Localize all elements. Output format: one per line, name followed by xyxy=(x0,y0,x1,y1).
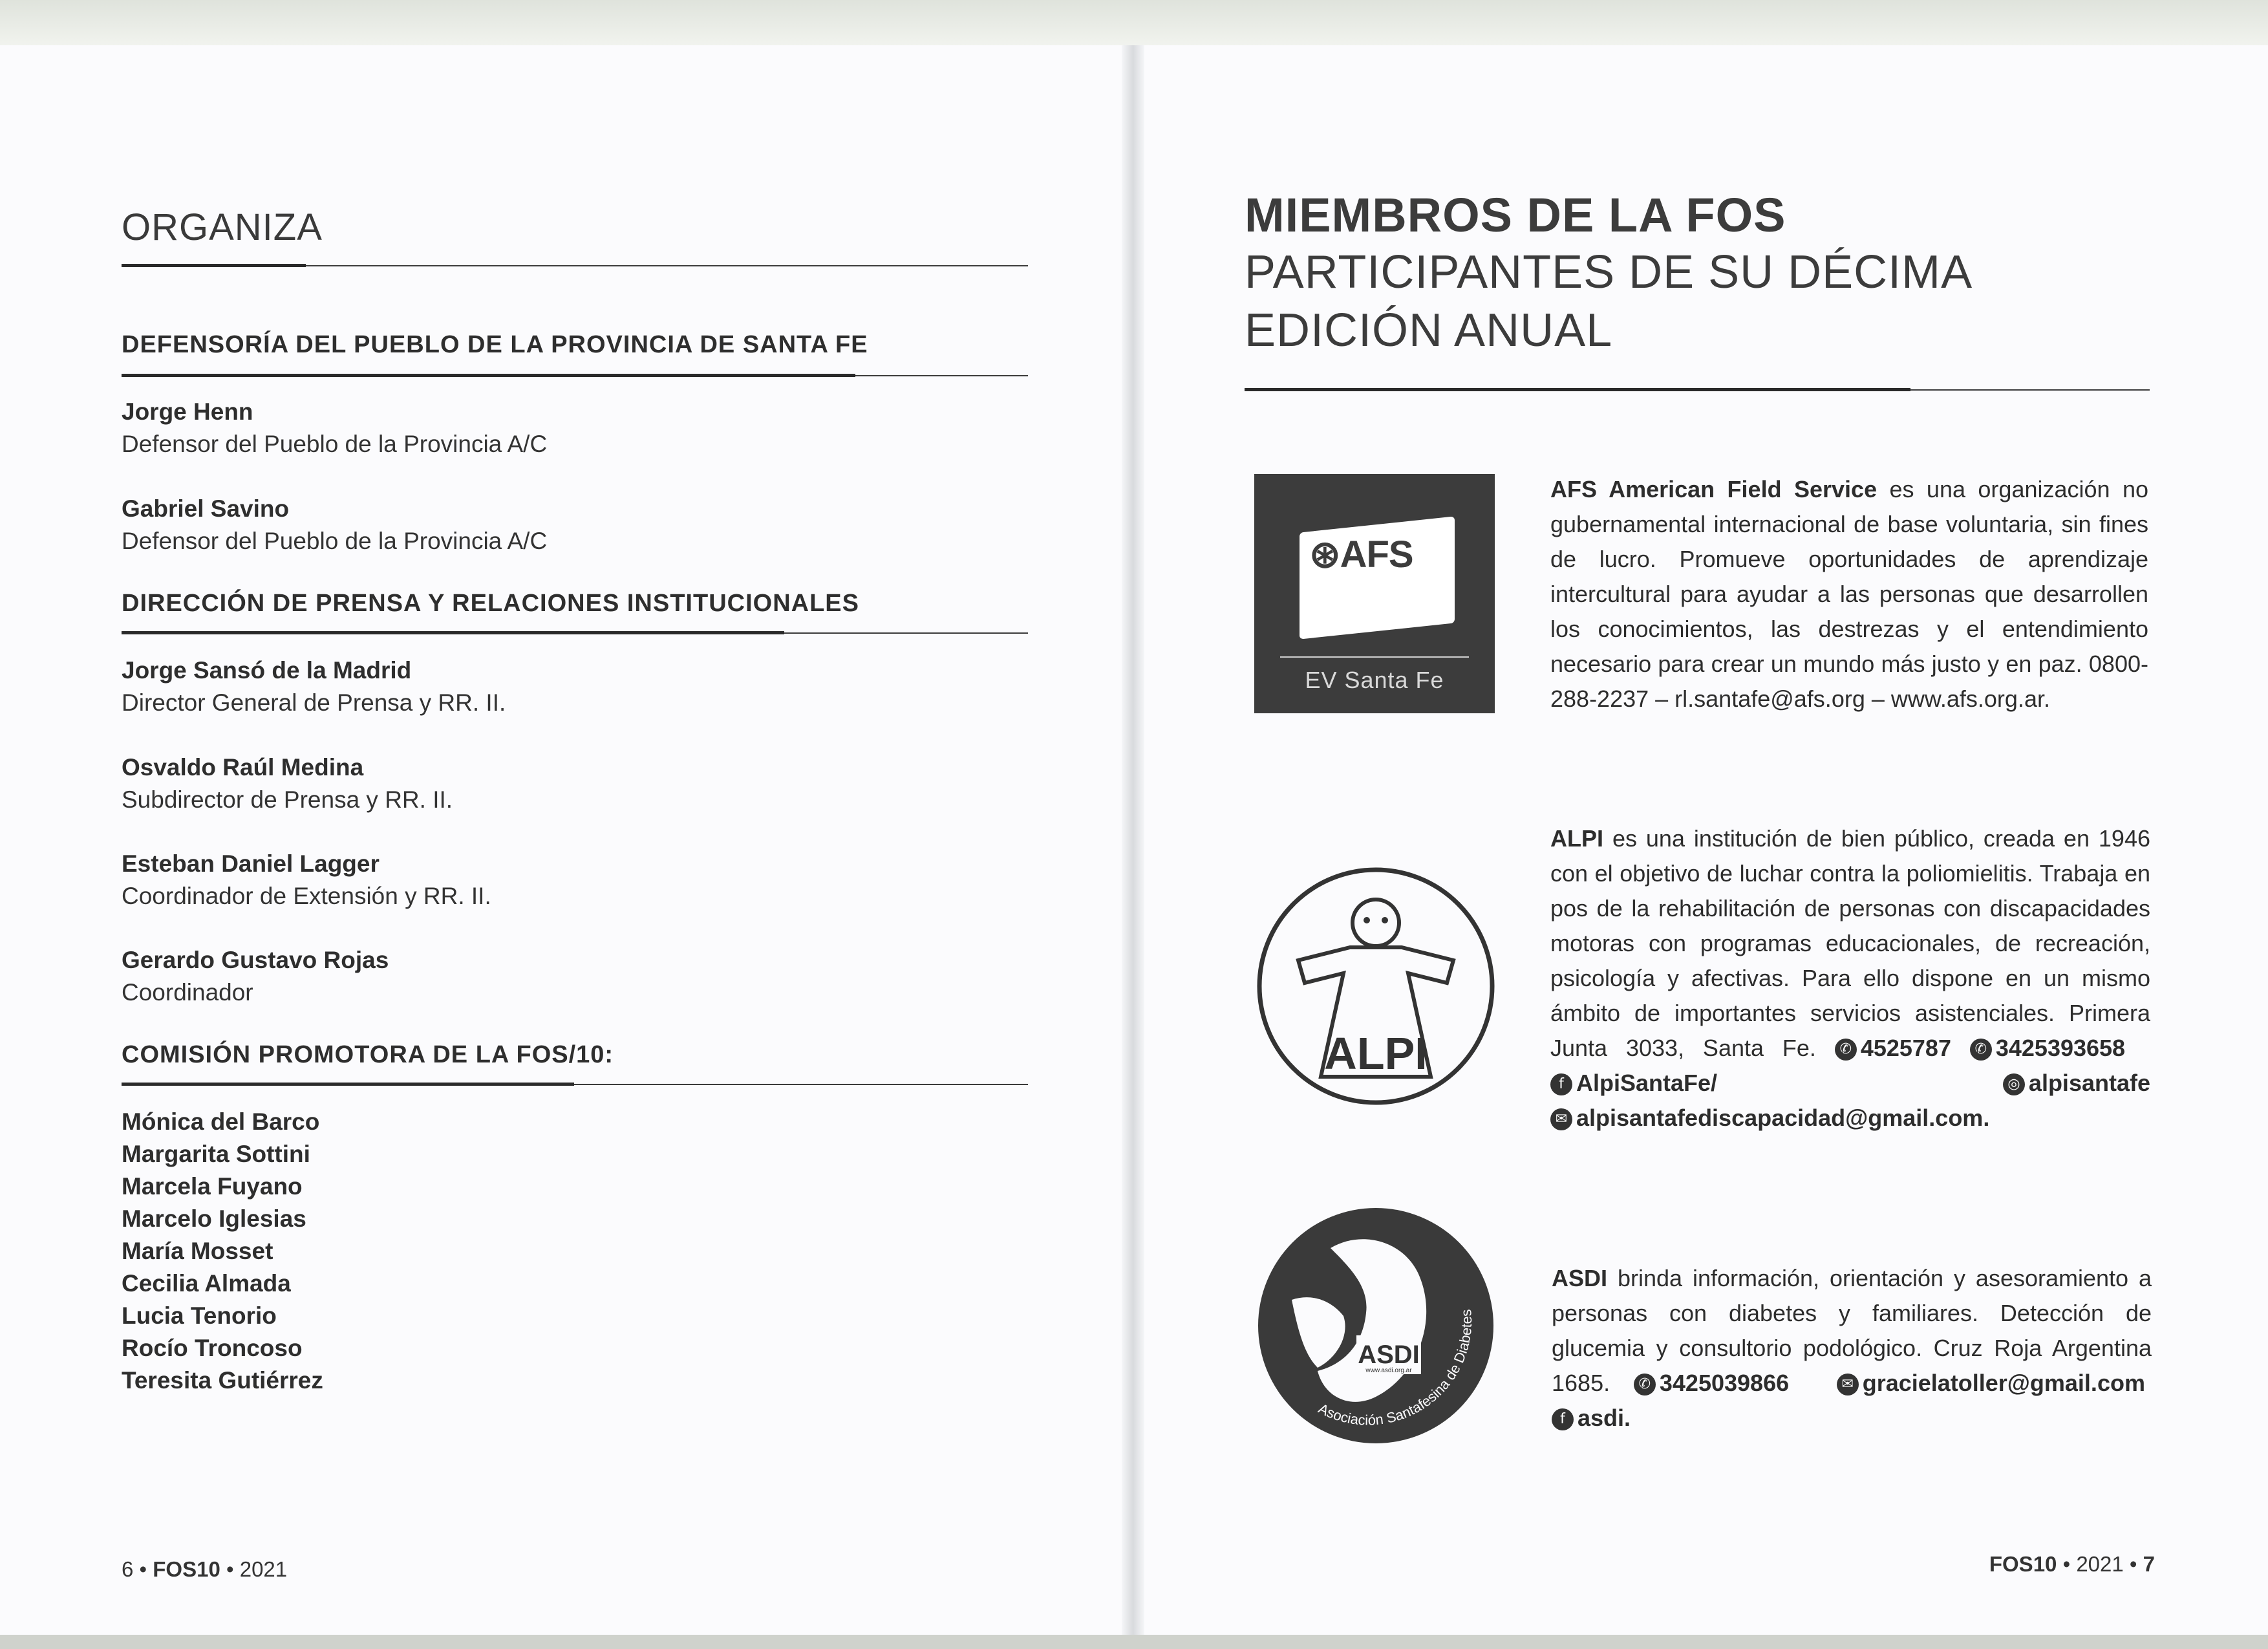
member-name: Marcela Fuyano xyxy=(122,1173,303,1200)
facebook-icon: f xyxy=(1550,1073,1572,1095)
asdi-email xyxy=(1837,1366,2145,1401)
book-gutter xyxy=(1122,45,1144,1649)
person-role: Subdirector de Prensa y RR. II. xyxy=(122,786,453,813)
person-2 xyxy=(122,493,547,557)
alpi-logo xyxy=(1253,863,1499,1109)
facebook-icon: f xyxy=(1552,1408,1574,1430)
person-role: Director General de Prensa y RR. II. xyxy=(122,689,506,716)
person-role: Defensor del Pueblo de la Provincia A/C xyxy=(122,528,548,554)
asdi-phone-number: 3425039866 xyxy=(1659,1370,1790,1396)
person-role: Defensor del Pueblo de la Provincia A/C xyxy=(122,431,548,457)
person-name: Jorge Sansó de la Madrid xyxy=(122,657,412,684)
member-name: Rocío Troncoso xyxy=(122,1335,303,1361)
person-name: Osvaldo Raúl Medina xyxy=(122,754,364,781)
asdi-name: ASDI xyxy=(1552,1265,1608,1291)
member-name: Teresita Gutiérrez xyxy=(122,1367,323,1394)
alpi-paragraph xyxy=(1550,821,2150,1136)
asdi-text: brinda información, orientación y asesoramiento a personas con diabetes y familiares. Detección de glucemia y consultorio podológico. Cruz Roja Argentina 1685. xyxy=(1552,1265,2152,1396)
member-name: Margarita Sottini xyxy=(122,1141,310,1167)
alpi-phone xyxy=(1835,1031,1951,1066)
asdi-paragraph xyxy=(1552,1261,2152,1436)
email-icon: ✉ xyxy=(1550,1108,1572,1130)
alpi-facebook-handle: AlpiSantaFe/ xyxy=(1576,1070,1718,1096)
whatsapp-icon: ✆ xyxy=(1970,1039,1992,1061)
footer-year: 2021 xyxy=(239,1557,288,1581)
member-name: María Mosset xyxy=(122,1238,273,1264)
email-icon: ✉ xyxy=(1837,1374,1859,1396)
section-prensa: DIRECCIÓN DE PRENSA Y RELACIONES INSTITUCIONALES xyxy=(122,590,859,617)
instagram-icon: ◎ xyxy=(2003,1073,2025,1095)
afs-logo-sub: Programas Interculturales xyxy=(1342,598,1431,627)
alpi-phone-number: 4525787 xyxy=(1860,1035,1951,1061)
section-comision: COMISIÓN PROMOTORA DE LA FOS/10: xyxy=(122,1041,614,1068)
footer-year: 2021 xyxy=(2076,1552,2124,1576)
afs-logo-location: EV Santa Fe xyxy=(1305,667,1444,693)
person-name: Jorge Henn xyxy=(122,398,253,425)
member-name: Cecilia Almada xyxy=(122,1270,291,1297)
alpi-whatsapp xyxy=(1970,1031,2125,1066)
asdi-logo-text: ASDI xyxy=(1358,1341,1420,1369)
right-title-line3: EDICIÓN ANUAL xyxy=(1245,305,1613,356)
asdi-logo-ring: Asociación Santafesina de Diabetes xyxy=(1316,1308,1475,1428)
person-1 xyxy=(122,396,547,460)
afs-logo-mark xyxy=(1309,532,1413,576)
person-6 xyxy=(122,944,389,1009)
section-defensoria: DEFENSORÍA DEL PUEBLO DE LA PROVINCIA DE SANTA FE xyxy=(122,331,868,358)
afs-globe-icon: ⊛ xyxy=(1309,534,1340,576)
asdi-logo xyxy=(1253,1203,1499,1449)
person-name: Gabriel Savino xyxy=(122,495,290,522)
person-3 xyxy=(122,654,506,719)
afs-text: es una organización no gubernamental internacional de base voluntaria, sin fines de lucro. Promueve oportunidades de aprendizaje intercultural para ayudar a las personas que desarrollen los conocimientos, las destrezas y el entendimiento necesario para crear un mundo más justo y en paz. 0800-288-2237 – rl.santafe@afs.org – www.afs.org.ar. xyxy=(1550,476,2148,712)
right-title-bold: MIEMBROS DE LA FOS xyxy=(1245,188,1786,242)
phone-icon: ✆ xyxy=(1634,1374,1656,1396)
section-rule-3 xyxy=(122,1084,1028,1085)
footer-brand: FOS10 xyxy=(1989,1552,2057,1576)
person-role: Coordinador xyxy=(122,979,253,1006)
alpi-email-address: alpisantafediscapacidad@gmail.com. xyxy=(1576,1105,1990,1131)
page-number: 6 xyxy=(122,1557,134,1581)
asdi-facebook xyxy=(1552,1401,1631,1436)
alpi-name: ALPI xyxy=(1550,825,1604,852)
footer-sep: • xyxy=(139,1557,147,1581)
footer-sep: • xyxy=(226,1557,234,1581)
member-name: Lucia Tenorio xyxy=(122,1302,277,1329)
scan-top-edge xyxy=(0,0,2268,45)
afs-logo xyxy=(1254,474,1495,713)
footer-sep: • xyxy=(2129,1552,2137,1576)
right-title-rule xyxy=(1245,389,2150,391)
left-page xyxy=(0,45,1128,1649)
alpi-facebook xyxy=(1550,1066,1717,1101)
alpi-text: es una institución de bien público, creada en 1946 con el objetivo de luchar contra la poliomielitis. Trabaja en pos de la rehabilitación de personas con discapacidades motoras con programas educacionales, de recreación, psicología y afectivas. Para ello dispone en un mismo ámbito de importantes servicios asistenciales. Primera Junta 3033, Santa Fe. xyxy=(1550,825,2150,1061)
afs-name: AFS American Field Service xyxy=(1550,476,1878,502)
asdi-facebook-handle: asdi. xyxy=(1578,1405,1631,1431)
scan-bottom-edge xyxy=(0,1635,2268,1649)
afs-paragraph xyxy=(1550,472,2148,717)
alpi-email xyxy=(1550,1101,1989,1136)
right-title-line2: PARTICIPANTES DE SU DÉCIMA xyxy=(1245,246,1973,298)
afs-logo-text: AFS xyxy=(1340,534,1413,576)
alpi-whatsapp-number: 3425393658 xyxy=(1995,1035,2126,1061)
person-role: Coordinador de Extensión y RR. II. xyxy=(122,883,491,909)
asdi-logo-url: www.asdi.org.ar xyxy=(1365,1367,1412,1374)
organiza-heading: ORGANIZA xyxy=(122,206,323,248)
member-name: Mónica del Barco xyxy=(122,1108,320,1135)
alpi-logo-text: ALPI xyxy=(1324,1028,1428,1079)
member-name: Marcelo Iglesias xyxy=(122,1205,306,1232)
footer-sep: • xyxy=(2062,1552,2071,1576)
person-name: Esteban Daniel Lagger xyxy=(122,850,380,877)
section-rule-2 xyxy=(122,632,1028,634)
person-name: Gerardo Gustavo Rojas xyxy=(122,947,389,973)
page-footer-left xyxy=(122,1557,287,1582)
alpi-instagram xyxy=(2003,1066,2150,1101)
person-4 xyxy=(122,751,453,816)
organiza-rule xyxy=(122,265,1028,266)
phone-icon: ✆ xyxy=(1835,1039,1857,1061)
section-rule-1 xyxy=(122,375,1028,376)
alpi-instagram-handle: alpisantafe xyxy=(2028,1070,2150,1096)
page-number: 7 xyxy=(2143,1552,2155,1576)
asdi-phone xyxy=(1634,1366,1789,1401)
footer-brand: FOS10 xyxy=(153,1557,220,1581)
afs-logo-divider xyxy=(1280,656,1469,658)
asdi-email-address: gracielatoller@gmail.com xyxy=(1862,1370,2145,1396)
person-5 xyxy=(122,848,491,912)
comision-members xyxy=(122,1106,323,1397)
page-footer-right xyxy=(1989,1552,2155,1577)
